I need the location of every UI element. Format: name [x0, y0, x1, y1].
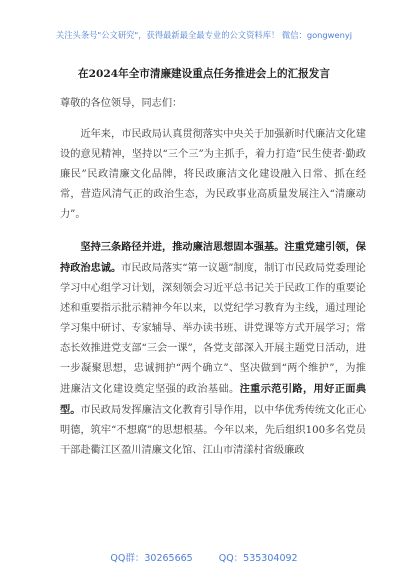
- paragraph-intro: 近年来，市民政局认真贯彻落实中央关于加强新时代廉洁文化建设的意见精神，坚持以“三个三”为主抓手，着力打造“民生使者·勤政廉民”民政清廉文化品牌，将民政廉洁文化建设融入日常、抓在经常，营造风清气正的政治生态，为民政事业高质量发展注入“清廉动力”。: [60, 129, 366, 220]
- footer-qq: QQ：535304092: [218, 553, 298, 564]
- salutation: 尊敬的各位领导，同志们：: [60, 98, 183, 109]
- promo-banner: 关注头条号"公文研究"，获得最新最全最专业的公文资料库！ 微信：gongwenyj: [55, 30, 353, 40]
- footer-qq-group: QQ群：30265665: [110, 553, 193, 564]
- subpoint-lead-1: 注重党建引领，保持政治忠诚。: [60, 241, 366, 274]
- document-title: 在2024年全市清廉建设重点任务推进会上的汇报发言: [78, 68, 330, 80]
- footer-contact: [0, 550, 408, 564]
- subpoint-text-1: 市民政局落实“第一议题”制度，制订市民政局党委理论学习中心组学习计划，深刻领会习近平总书记关于民政工作的重要论述和重要指示批示精神今年以来，以党纪学习教育为主线，通过理论学习集中研讨、专家辅导、举办读书班、讲党课等方式开展学习；常态长效推进党支部“三会一课”，各党支部深入开展主题党日活动，进一步凝聚思想，忠诚拥护“两个确立”、坚决做到“两个维护”，为推进廉洁文化建设奠定坚强的政治基础。: [60, 263, 366, 395]
- subpoint-text-2: 市民政局发挥廉洁文化教育引导作用，以中华优秀传统文化正心明德，筑牢“不想腐”的思想根基。今年以来，先后组织100多名党员干部赴衢江区盈川清廉文化馆、江山市清漾村省级廉政: [60, 405, 367, 456]
- paragraph-section-one: [60, 237, 366, 461]
- document-body: [60, 94, 366, 461]
- section-heading: 坚持三条路径并进，推动廉洁思想固本强基。: [80, 241, 285, 253]
- subpoint-lead-2: 注重示范引路，用好正面典型。: [60, 383, 367, 416]
